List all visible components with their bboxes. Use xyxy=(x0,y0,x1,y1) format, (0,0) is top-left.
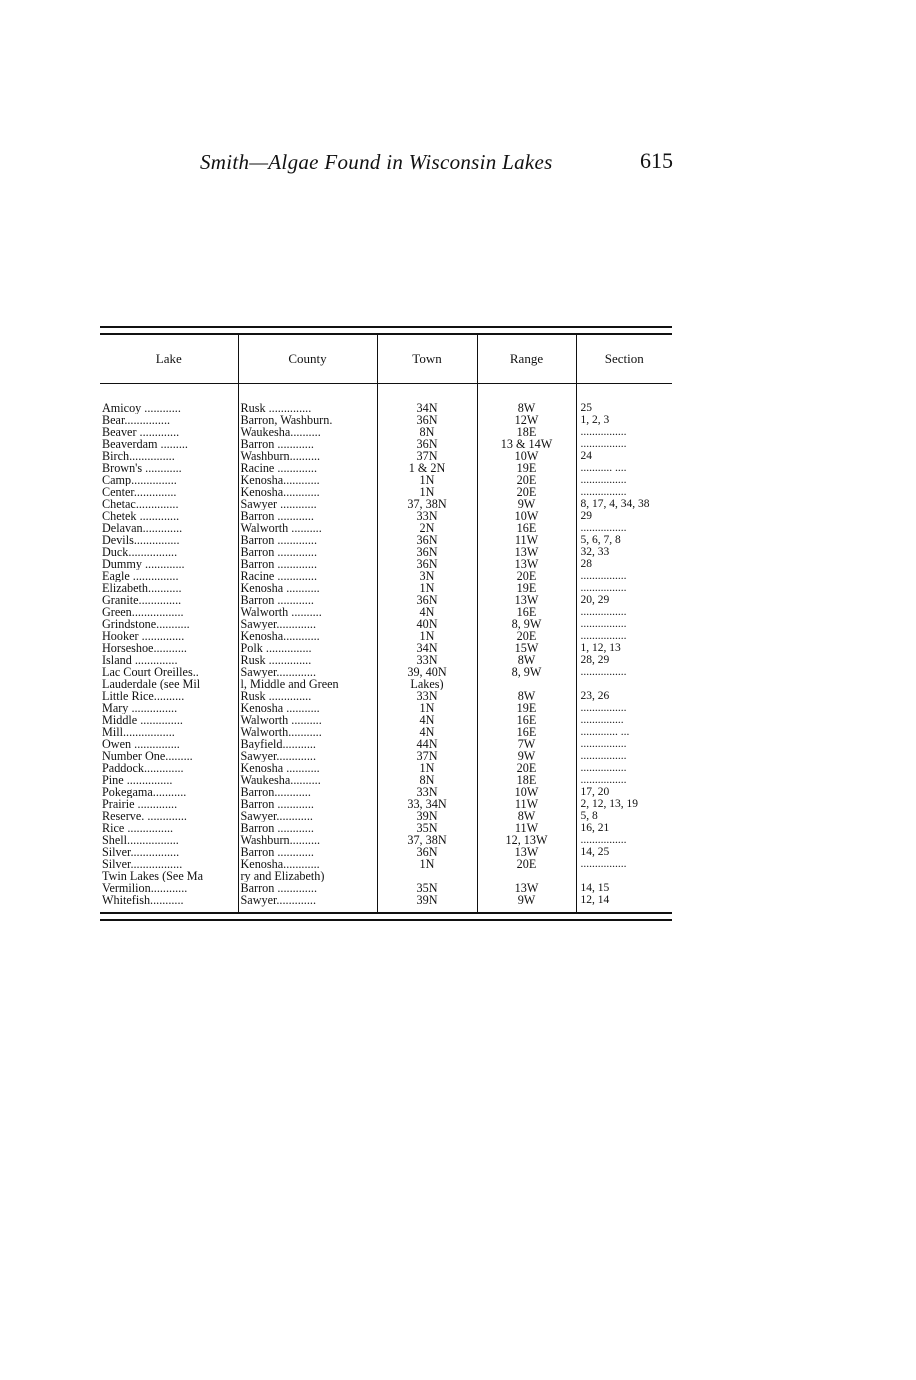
cell-town: 36N xyxy=(377,594,477,606)
cell-range: 18E xyxy=(477,426,576,438)
cell-range: 12, 13W xyxy=(477,834,576,846)
cell-lake: Beaver ............. xyxy=(102,426,180,438)
cell-range: 19E xyxy=(477,462,576,474)
cell-town: 4N xyxy=(377,606,477,618)
cell-town: 8N xyxy=(377,774,477,786)
cell-county: Barron ............ xyxy=(238,798,377,810)
cell-county: Rusk .............. xyxy=(238,402,377,414)
table-row xyxy=(100,834,672,846)
cell-range: 13W xyxy=(477,546,576,558)
cell-range: 9W xyxy=(477,750,576,762)
cell-town: 36N xyxy=(377,846,477,858)
cell-lake: Center.............. xyxy=(102,486,177,498)
cell-range xyxy=(477,678,576,690)
cell-lake: Prairie ............. xyxy=(102,798,178,810)
table-row xyxy=(100,870,672,882)
cell-county: ry and Elizabeth) xyxy=(238,870,377,882)
lakes-data-table xyxy=(100,335,672,912)
cell-range: 8W xyxy=(477,402,576,414)
cell-range: 20E xyxy=(477,630,576,642)
table-row xyxy=(100,810,672,822)
table-row xyxy=(100,846,672,858)
cell-section: ................ xyxy=(576,474,672,486)
table-row xyxy=(100,798,672,810)
cell-range: 10W xyxy=(477,786,576,798)
table-row xyxy=(100,882,672,894)
table-row xyxy=(100,762,672,774)
cell-county: Barron ............. xyxy=(238,534,377,546)
cell-town: 2N xyxy=(377,522,477,534)
cell-county: Washburn.......... xyxy=(238,450,377,462)
cell-section: 2, 12, 13, 19 xyxy=(576,798,672,810)
column-header-section: Section xyxy=(576,335,672,384)
cell-lake: Chetac.............. xyxy=(102,498,179,510)
lakes-table xyxy=(100,326,672,921)
cell-town: 37N xyxy=(377,750,477,762)
cell-town: 4N xyxy=(377,726,477,738)
cell-range: 9W xyxy=(477,498,576,510)
cell-town: 39N xyxy=(377,810,477,822)
column-header-lake: Lake xyxy=(100,335,238,384)
cell-section: 17, 20 xyxy=(576,786,672,798)
cell-range: 16E xyxy=(477,522,576,534)
cell-range: 9W xyxy=(477,894,576,912)
cell-section: 24 xyxy=(576,450,672,462)
cell-town: 4N xyxy=(377,714,477,726)
cell-county: Sawyer............. xyxy=(238,894,377,912)
cell-range: 13W xyxy=(477,882,576,894)
cell-town: 1N xyxy=(377,582,477,594)
table-row xyxy=(100,570,672,582)
table-row xyxy=(100,774,672,786)
table-row xyxy=(100,606,672,618)
cell-range: 13W xyxy=(477,558,576,570)
table-row xyxy=(100,486,672,498)
cell-lake: Middle .............. xyxy=(102,714,183,726)
cell-section xyxy=(576,678,672,690)
table-row xyxy=(100,438,672,450)
cell-town: 33N xyxy=(377,654,477,666)
cell-section xyxy=(576,870,672,882)
cell-town: 8N xyxy=(377,426,477,438)
cell-town: 33, 34N xyxy=(377,798,477,810)
cell-county: Barron ............ xyxy=(238,594,377,606)
cell-county: Barron ............. xyxy=(238,546,377,558)
cell-town: 1N xyxy=(377,630,477,642)
cell-town: 36N xyxy=(377,534,477,546)
cell-county: Kenosha............ xyxy=(238,630,377,642)
table-bottom-rule xyxy=(100,912,672,921)
table-spacer-row xyxy=(100,384,672,403)
cell-section: 28, 29 xyxy=(576,654,672,666)
cell-section: 14, 25 xyxy=(576,846,672,858)
cell-range: 8W xyxy=(477,654,576,666)
cell-lake: Birch............... xyxy=(102,450,175,462)
table-row xyxy=(100,558,672,570)
table-row xyxy=(100,498,672,510)
cell-section: 20, 29 xyxy=(576,594,672,606)
cell-lake: Bear............... xyxy=(102,414,171,426)
table-top-rule xyxy=(100,326,672,335)
cell-lake: Brown's ............ xyxy=(102,462,182,474)
cell-county: Barron, Washburn. xyxy=(238,414,377,426)
table-row xyxy=(100,642,672,654)
cell-town: 36N xyxy=(377,546,477,558)
cell-section: 1, 12, 13 xyxy=(576,642,672,654)
cell-section: 8, 17, 4, 34, 38 xyxy=(576,498,672,510)
cell-lake: Granite.............. xyxy=(102,594,182,606)
cell-town: 36N xyxy=(377,414,477,426)
cell-county: Racine ............. xyxy=(238,570,377,582)
cell-town: 34N xyxy=(377,642,477,654)
cell-county: Waukesha.......... xyxy=(238,774,377,786)
cell-county: Kenosha............ xyxy=(238,474,377,486)
cell-section: ................ xyxy=(576,618,672,630)
table-row xyxy=(100,714,672,726)
cell-lake: Elizabeth........... xyxy=(102,582,182,594)
cell-town: 3N xyxy=(377,570,477,582)
cell-section: ................ xyxy=(576,666,672,678)
cell-town: 37, 38N xyxy=(377,834,477,846)
cell-county: Polk ............... xyxy=(238,642,377,654)
cell-range: 10W xyxy=(477,450,576,462)
cell-town: 37, 38N xyxy=(377,498,477,510)
cell-county: Kenosha............ xyxy=(238,858,377,870)
cell-section: 5, 6, 7, 8 xyxy=(576,534,672,546)
cell-county: Walworth .......... xyxy=(238,522,377,534)
cell-section: ............... xyxy=(576,714,672,726)
cell-town: 40N xyxy=(377,618,477,630)
cell-county: Waukesha.......... xyxy=(238,426,377,438)
cell-section: ................ xyxy=(576,630,672,642)
cell-lake: Pokegama........... xyxy=(102,786,187,798)
cell-county: Sawyer............ xyxy=(238,810,377,822)
cell-county: Barron ............ xyxy=(238,438,377,450)
cell-lake: Beaverdam ......... xyxy=(102,438,188,450)
cell-range: 20E xyxy=(477,486,576,498)
column-header-town: Town xyxy=(377,335,477,384)
cell-lake: Dummy ............. xyxy=(102,558,185,570)
table-row xyxy=(100,726,672,738)
cell-lake: Number One......... xyxy=(102,750,193,762)
cell-range: 11W xyxy=(477,534,576,546)
table-row xyxy=(100,450,672,462)
column-header-range: Range xyxy=(477,335,576,384)
cell-lake: Silver................ xyxy=(102,846,180,858)
cell-section: ........... .... xyxy=(576,462,672,474)
cell-range: 20E xyxy=(477,474,576,486)
cell-county: Bayfield........... xyxy=(238,738,377,750)
cell-section: ................ xyxy=(576,486,672,498)
cell-town: 39, 40N xyxy=(377,666,477,678)
cell-town: 35N xyxy=(377,822,477,834)
cell-section: ................ xyxy=(576,858,672,870)
cell-town: 39N xyxy=(377,894,477,912)
cell-county: l, Middle and Green xyxy=(238,678,377,690)
cell-town xyxy=(377,870,477,882)
cell-section: 23, 26 xyxy=(576,690,672,702)
cell-range: 10W xyxy=(477,510,576,522)
cell-town: 1N xyxy=(377,762,477,774)
table-row xyxy=(100,654,672,666)
table-row xyxy=(100,738,672,750)
cell-range: 16E xyxy=(477,606,576,618)
cell-range: 20E xyxy=(477,570,576,582)
cell-county: Barron ............ xyxy=(238,846,377,858)
cell-range: 18E xyxy=(477,774,576,786)
cell-county: Kenosha ........... xyxy=(238,702,377,714)
cell-section: 29 xyxy=(576,510,672,522)
cell-county: Barron ............ xyxy=(238,822,377,834)
cell-section: ................ xyxy=(576,438,672,450)
cell-range: 13W xyxy=(477,594,576,606)
cell-town: 33N xyxy=(377,510,477,522)
cell-section: ................ xyxy=(576,774,672,786)
cell-town: 1N xyxy=(377,474,477,486)
cell-town: 36N xyxy=(377,558,477,570)
table-row xyxy=(100,594,672,606)
table-row xyxy=(100,462,672,474)
table-row xyxy=(100,534,672,546)
cell-county: Rusk .............. xyxy=(238,654,377,666)
cell-lake: Duck................ xyxy=(102,546,178,558)
cell-county: Walworth .......... xyxy=(238,606,377,618)
cell-town: 1 & 2N xyxy=(377,462,477,474)
table-row xyxy=(100,582,672,594)
table-header-row xyxy=(100,335,672,384)
table-row xyxy=(100,402,672,414)
cell-lake: Lauderdale (see Mil xyxy=(102,678,201,690)
cell-section: ................ xyxy=(576,762,672,774)
cell-county: Sawyer............. xyxy=(238,618,377,630)
cell-range: 11W xyxy=(477,822,576,834)
cell-range: 19E xyxy=(477,582,576,594)
cell-range: 11W xyxy=(477,798,576,810)
cell-town: 35N xyxy=(377,882,477,894)
cell-county: Kenosha ........... xyxy=(238,762,377,774)
cell-section: 25 xyxy=(576,402,672,414)
cell-county: Racine ............. xyxy=(238,462,377,474)
table-row xyxy=(100,426,672,438)
cell-lake: Grindstone........... xyxy=(102,618,190,630)
cell-lake: Chetek ............. xyxy=(102,510,180,522)
cell-county: Washburn.......... xyxy=(238,834,377,846)
cell-lake: Vermilion............ xyxy=(102,882,188,894)
cell-county: Sawyer............. xyxy=(238,750,377,762)
cell-lake: Lac Court Oreilles.. xyxy=(102,666,199,678)
cell-range: 13 & 14W xyxy=(477,438,576,450)
table-row xyxy=(100,894,672,912)
cell-section: ................ xyxy=(576,702,672,714)
table-row xyxy=(100,822,672,834)
cell-section: ................ xyxy=(576,834,672,846)
table-row xyxy=(100,858,672,870)
cell-lake: Twin Lakes (See Ma xyxy=(102,870,204,882)
cell-lake: Devils............... xyxy=(102,534,180,546)
cell-county: Rusk .............. xyxy=(238,690,377,702)
cell-section: ................ xyxy=(576,522,672,534)
cell-town: 37N xyxy=(377,450,477,462)
cell-section: ............. ... xyxy=(576,726,672,738)
cell-county: Barron............ xyxy=(238,786,377,798)
table-row xyxy=(100,474,672,486)
table-row xyxy=(100,678,672,690)
cell-county: Sawyer ............ xyxy=(238,498,377,510)
table-row xyxy=(100,522,672,534)
cell-lake: Silver................. xyxy=(102,858,183,870)
cell-lake: Rice ............... xyxy=(102,822,174,834)
cell-lake: Whitefish........... xyxy=(102,894,184,907)
cell-section: 28 xyxy=(576,558,672,570)
table-row xyxy=(100,750,672,762)
cell-county: Walworth .......... xyxy=(238,714,377,726)
cell-range: 20E xyxy=(477,762,576,774)
cell-county: Barron ............. xyxy=(238,882,377,894)
page-number: 615 xyxy=(640,148,673,173)
cell-county: Walworth........... xyxy=(238,726,377,738)
cell-range: 8W xyxy=(477,810,576,822)
cell-section: 14, 15 xyxy=(576,882,672,894)
cell-section: ................ xyxy=(576,750,672,762)
cell-section: 16, 21 xyxy=(576,822,672,834)
cell-range: 8, 9W xyxy=(477,618,576,630)
cell-range: 15W xyxy=(477,642,576,654)
cell-range: 19E xyxy=(477,702,576,714)
cell-town: 33N xyxy=(377,786,477,798)
cell-lake: Green................. xyxy=(102,606,184,618)
cell-lake: Paddock............. xyxy=(102,762,184,774)
cell-section: 32, 33 xyxy=(576,546,672,558)
table-row xyxy=(100,510,672,522)
table-row xyxy=(100,666,672,678)
running-head: Smith—Algae Found in Wisconsin Lakes xyxy=(200,150,553,174)
cell-section: ................ xyxy=(576,738,672,750)
cell-range: 16E xyxy=(477,726,576,738)
cell-town: 1N xyxy=(377,486,477,498)
cell-range: 13W xyxy=(477,846,576,858)
table-row xyxy=(100,630,672,642)
cell-lake: Little Rice.......... xyxy=(102,690,185,702)
cell-lake: Mary ............... xyxy=(102,702,178,714)
cell-section: 1, 2, 3 xyxy=(576,414,672,426)
cell-lake: Eagle ............... xyxy=(102,570,179,582)
cell-section: ................ xyxy=(576,582,672,594)
table-row xyxy=(100,546,672,558)
cell-lake: Delavan............. xyxy=(102,522,183,534)
cell-town: 36N xyxy=(377,438,477,450)
cell-section: ................ xyxy=(576,606,672,618)
cell-range: 7W xyxy=(477,738,576,750)
cell-range: 8, 9W xyxy=(477,666,576,678)
cell-lake: Horseshoe........... xyxy=(102,642,187,654)
cell-town: 33N xyxy=(377,690,477,702)
cell-lake: Mill................. xyxy=(102,726,175,738)
cell-range xyxy=(477,870,576,882)
cell-town: 44N xyxy=(377,738,477,750)
cell-county: Kenosha............ xyxy=(238,486,377,498)
cell-town: Lakes) xyxy=(377,678,477,690)
cell-range: 16E xyxy=(477,714,576,726)
cell-range: 12W xyxy=(477,414,576,426)
cell-county: Barron ............. xyxy=(238,558,377,570)
cell-town: 34N xyxy=(377,402,477,414)
cell-section: ................ xyxy=(576,570,672,582)
cell-section: 5, 8 xyxy=(576,810,672,822)
cell-town: 1N xyxy=(377,702,477,714)
cell-lake: Owen ............... xyxy=(102,738,180,750)
table-row xyxy=(100,690,672,702)
cell-lake: Hooker .............. xyxy=(102,630,185,642)
cell-county: Sawyer............. xyxy=(238,666,377,678)
table-row xyxy=(100,786,672,798)
cell-range: 20E xyxy=(477,858,576,870)
table-row xyxy=(100,702,672,714)
cell-lake: Shell................. xyxy=(102,834,179,846)
cell-section: ................ xyxy=(576,426,672,438)
cell-county: Barron ............ xyxy=(238,510,377,522)
cell-lake: Pine ............... xyxy=(102,774,173,786)
cell-lake: Camp............... xyxy=(102,474,177,486)
cell-lake: Reserve. ............. xyxy=(102,810,187,822)
column-header-county: County xyxy=(238,335,377,384)
cell-lake: Island .............. xyxy=(102,654,178,666)
table-body xyxy=(100,384,672,913)
table-row xyxy=(100,618,672,630)
cell-county: Kenosha ........... xyxy=(238,582,377,594)
cell-town: 1N xyxy=(377,858,477,870)
table-row xyxy=(100,414,672,426)
cell-section: 12, 14 xyxy=(576,894,672,912)
cell-lake: Amicoy ............ xyxy=(102,402,181,414)
cell-range: 8W xyxy=(477,690,576,702)
